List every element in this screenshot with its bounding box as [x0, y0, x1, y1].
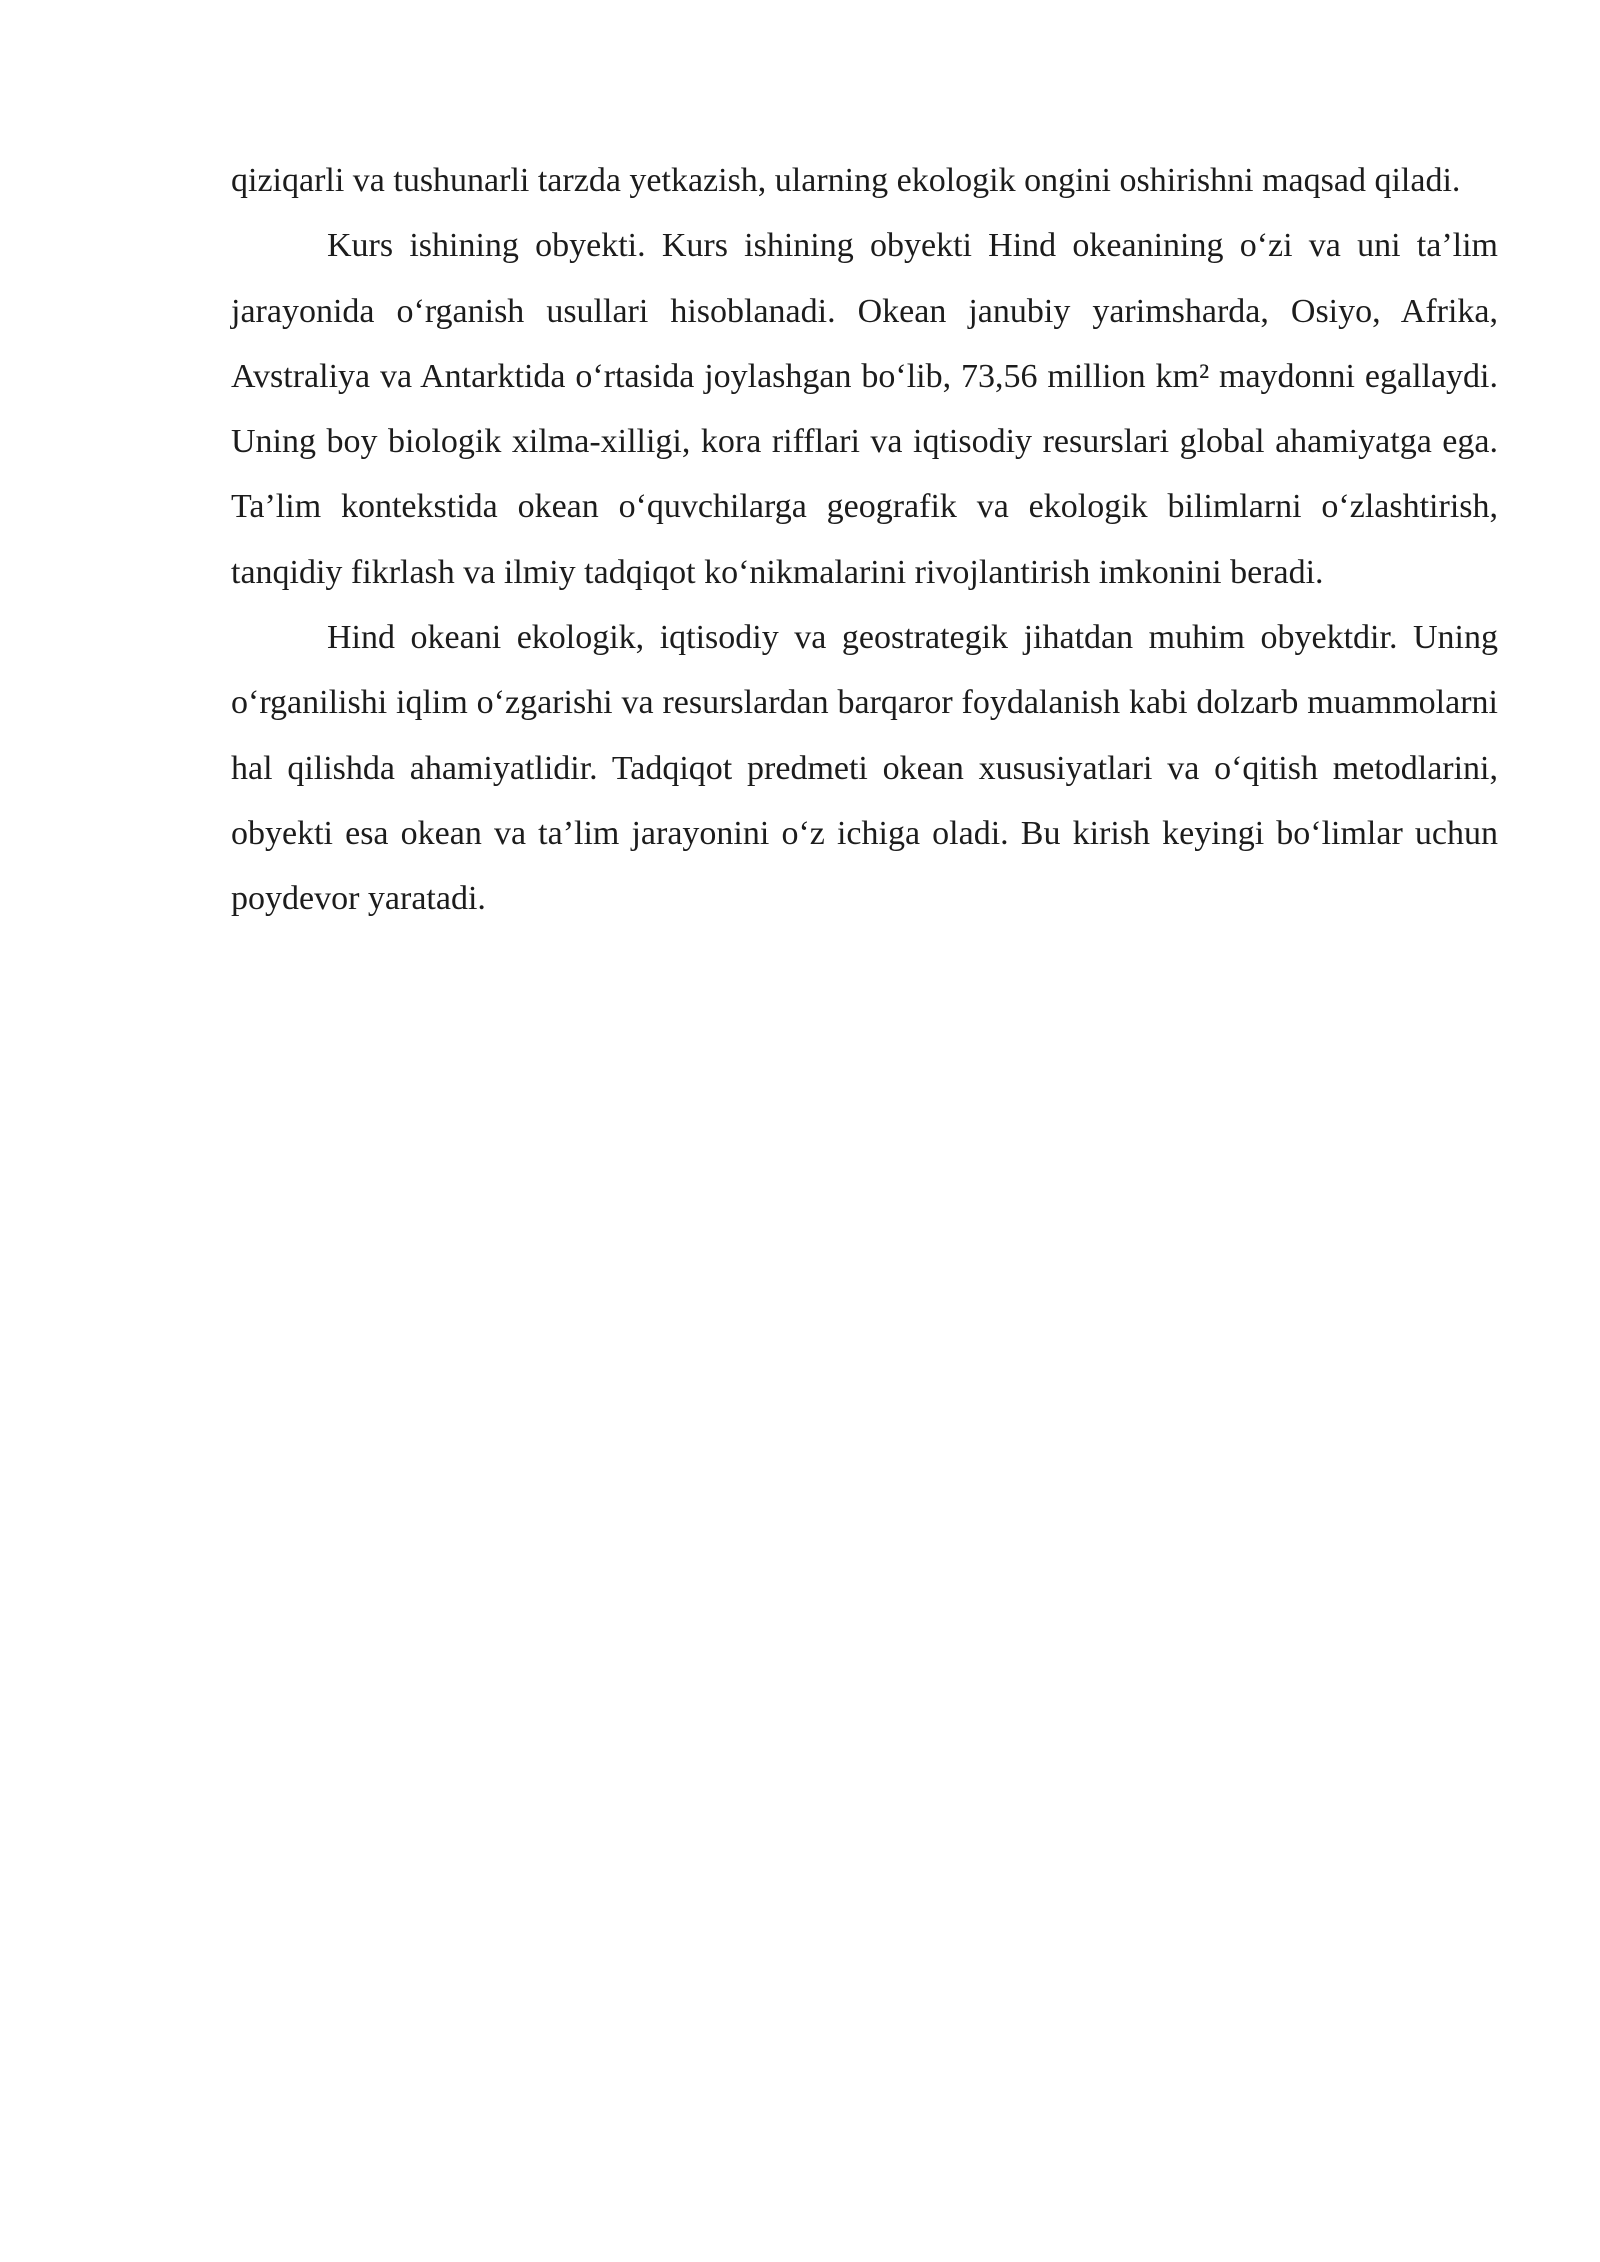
- paragraph-continuation: qiziqarli va tushunarli tarzda yetkazish, ularning ekologik ongini oshirishni maqsad qiladi.: [231, 162, 1461, 199]
- document-body: [231, 148, 1498, 932]
- paragraph-indian-ocean-importance: Hind okeani ekologik, iqtisodiy va geostrategik jihatdan muhim obyektdir. Uning o‘rganilishi iqlim o‘zgarishi va resurslardan barqaror foydalanish kabi dolzarb muammolarni hal qilishda ahamiyatlidir. Tadqiqot predmeti okean xususiyatlari va o‘qitish metodlarini, obyekti esa okean va ta’lim jarayonini o‘z ichiga oladi. Bu kirish keyingi bo‘limlar uchun poydevor yaratadi.: [231, 619, 1498, 918]
- paragraph-course-object: Kurs ishining obyekti. Kurs ishining obyekti Hind okeanining o‘zi va uni ta’lim jarayonida o‘rganish usullari hisoblanadi. Okean janubiy yarimsharda, Osiyo, Afrika, Avstraliya va Antarktida o‘rtasida joylashgan bo‘lib, 73,56 million km² maydonni egallaydi. Uning boy biologik xilma-xilligi, kora rifflari va iqtisodiy resurslari global ahamiyatga ega. Ta’lim kontekstida okean o‘quvchilarga geografik va ekologik bilimlarni o‘zlashtirish, tanqidiy fikrlash va ilmiy tadqiqot ko‘nikmalarini rivojlantirish imkonini beradi.: [231, 227, 1498, 591]
